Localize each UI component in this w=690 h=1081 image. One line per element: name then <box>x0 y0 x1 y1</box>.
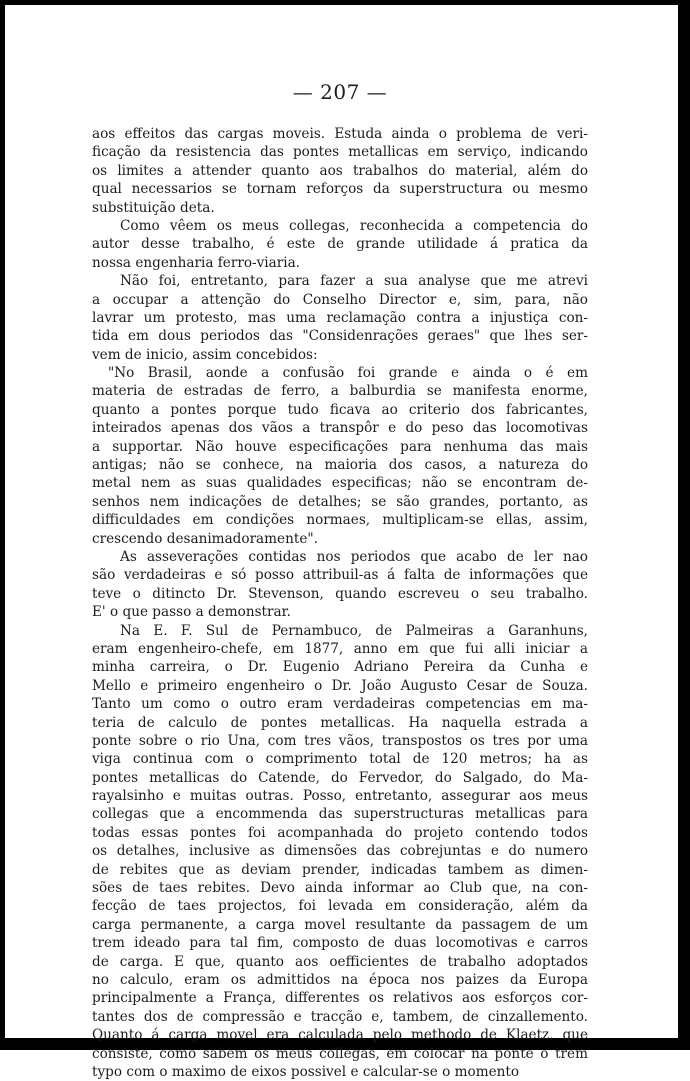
text-line: ficação da resistencia das pontes metallicas em serviço, indicando <box>92 144 588 161</box>
text-line: E' o que passo a demonstrar. <box>92 604 291 621</box>
text-line: "No Brasil, aonde a confusão foi grande e ainda o é em <box>108 365 588 382</box>
text-line: inteirados apenas dos vãos a transpôr e do peso das locomotivas <box>92 420 588 437</box>
text-line: quanto a pontes porque tudo ficava ao criterio dos fabricantes, <box>92 401 588 418</box>
text-line: aos effeitos das cargas moveis. Estuda ainda o problema de veri- <box>92 126 588 142</box>
text-line: substituição deta. <box>92 199 215 216</box>
text-line: ponte sobre o rio Una, com tres vãos, transpostos os tres por uma <box>92 732 588 749</box>
text-line: a supportar. Não houve especificações para nenhuma das mais <box>92 438 588 455</box>
paragraph <box>92 548 588 622</box>
text-line: Quanto á carga movel era calculada pelo methodo de Klaetz, que <box>92 1027 588 1044</box>
text-line: principalmente a França, differentes os relativos aos esforços cor- <box>92 990 588 1007</box>
text-line: teve o ditincto Dr. Stevenson, quando escreveu o seu trabalho. <box>92 585 588 602</box>
text-line: os detalhes, inclusive as dimensões das cobrejuntas e do numero <box>92 843 588 860</box>
text-line: lavrar um protesto, mas uma reclamação contra a injustiça con- <box>92 309 588 326</box>
text-line: Na E. F. Sul de Pernambuco, de Palmeiras a Garanhuns, <box>120 622 588 639</box>
text-line: Mello e primeiro engenheiro o Dr. João Augusto Cesar de Souza. <box>92 677 588 694</box>
text-line: fecção de taes projectos, foi levada em consideração, além da <box>92 898 588 915</box>
text-line: trem ideado para tal fim, composto de duas locomotivas e carros <box>92 935 588 952</box>
body-text <box>92 125 588 1081</box>
page-number: — 207 — <box>292 80 388 104</box>
paragraph <box>92 622 588 1081</box>
paragraph <box>92 125 588 217</box>
text-line: materia de estradas de ferro, a balburdia se manifesta enorme, <box>92 383 588 400</box>
text-line: eram engenheiro-chefe, em 1877, anno em que fui alli iniciar a <box>92 640 588 657</box>
text-line: pontes metallicas do Catende, do Fervedor, do Salgado, do Ma- <box>92 769 588 786</box>
text-line: Como vêem os meus collegas, reconhecida a competencia do <box>120 217 588 234</box>
text-line: de carga. E que, quanto aos oefficientes de trabalho adoptados <box>92 953 588 970</box>
text-line: metal nem as suas qualidades especificas; não se encontram de- <box>92 475 588 492</box>
text-line: senhos nem indicações de detalhes; se são grandes, portanto, as <box>92 493 588 510</box>
text-line: tida em dous periodos das "Considenrações geraes" que lhes ser- <box>92 328 588 345</box>
text-line: vem de inicio, assim concebidos: <box>92 346 318 363</box>
text-line: Tanto um como o outro eram verdadeiras competencias em ma- <box>92 696 588 713</box>
text-line: difficuldades em condições normaes, multiplicam-se ellas, assim, <box>92 512 588 529</box>
text-line: os limites a attender quanto aos trabalhos do material, além do <box>92 162 588 179</box>
text-line: As asseverações contidas nos periodos que acabo de ler nao <box>120 548 588 565</box>
text-line: nossa engenharia ferro-viaria. <box>92 254 301 271</box>
text-line: Não foi, entretanto, para fazer a sua analyse que me atrevi <box>120 273 588 290</box>
text-line: consiste, como sabem os meus collegas, em colocar na ponte o trem <box>92 1045 588 1062</box>
paragraph <box>92 364 588 548</box>
text-line: carga permanente, a carga movel resultante da passagem de um <box>92 916 588 933</box>
text-line: teria de calculo de pontes metallicas. Ha naquella estrada a <box>92 714 588 731</box>
text-line: todas essas pontes foi acompanhada do projeto contendo todos <box>92 824 588 841</box>
text-line: qual necessarios se tornam reforços da superstructura ou mesmo <box>92 181 588 198</box>
text-line: são verdadeiras e só posso attribuil-as á falta de informações que <box>92 567 588 584</box>
text-line: viga continua com o comprimento total de 120 metros; ha as <box>92 751 588 768</box>
text-line: crescendo desanimadoramente". <box>92 530 318 547</box>
paragraph <box>92 272 588 364</box>
page <box>92 78 588 1081</box>
text-line: antigas; não se conhece, na maioria dos casos, a natureza do <box>92 457 588 474</box>
text-line: sões de taes rebites. Devo ainda informar ao Club que, na con- <box>92 880 588 897</box>
paragraph <box>92 217 588 272</box>
text-line: autor desse trabalho, é este de grande utilidade á pratica da <box>92 236 588 253</box>
text-line: minha carreira, o Dr. Eugenio Adriano Pereira da Cunha e <box>92 659 588 676</box>
text-line: de rebites que as deviam prender, indicadas tambem as dimen- <box>92 861 588 878</box>
text-line: typo com o maximo de eixos possivel e calcular-se o momento <box>92 1063 520 1080</box>
text-line: no calculo, eram os admittidos na época nos paizes da Europa <box>92 971 588 988</box>
text-line: rayalsinho e muitas outras. Posso, entretanto, assegurar aos meus <box>92 788 588 805</box>
text-line: collegas que a encommenda das superstructuras metallicas para <box>92 806 588 823</box>
text-line: a occupar a attenção do Conselho Director e, sim, para, não <box>92 291 588 308</box>
text-line: tantes dos de compressão e tracção e, tambem, de cinzallemento. <box>92 1008 588 1025</box>
